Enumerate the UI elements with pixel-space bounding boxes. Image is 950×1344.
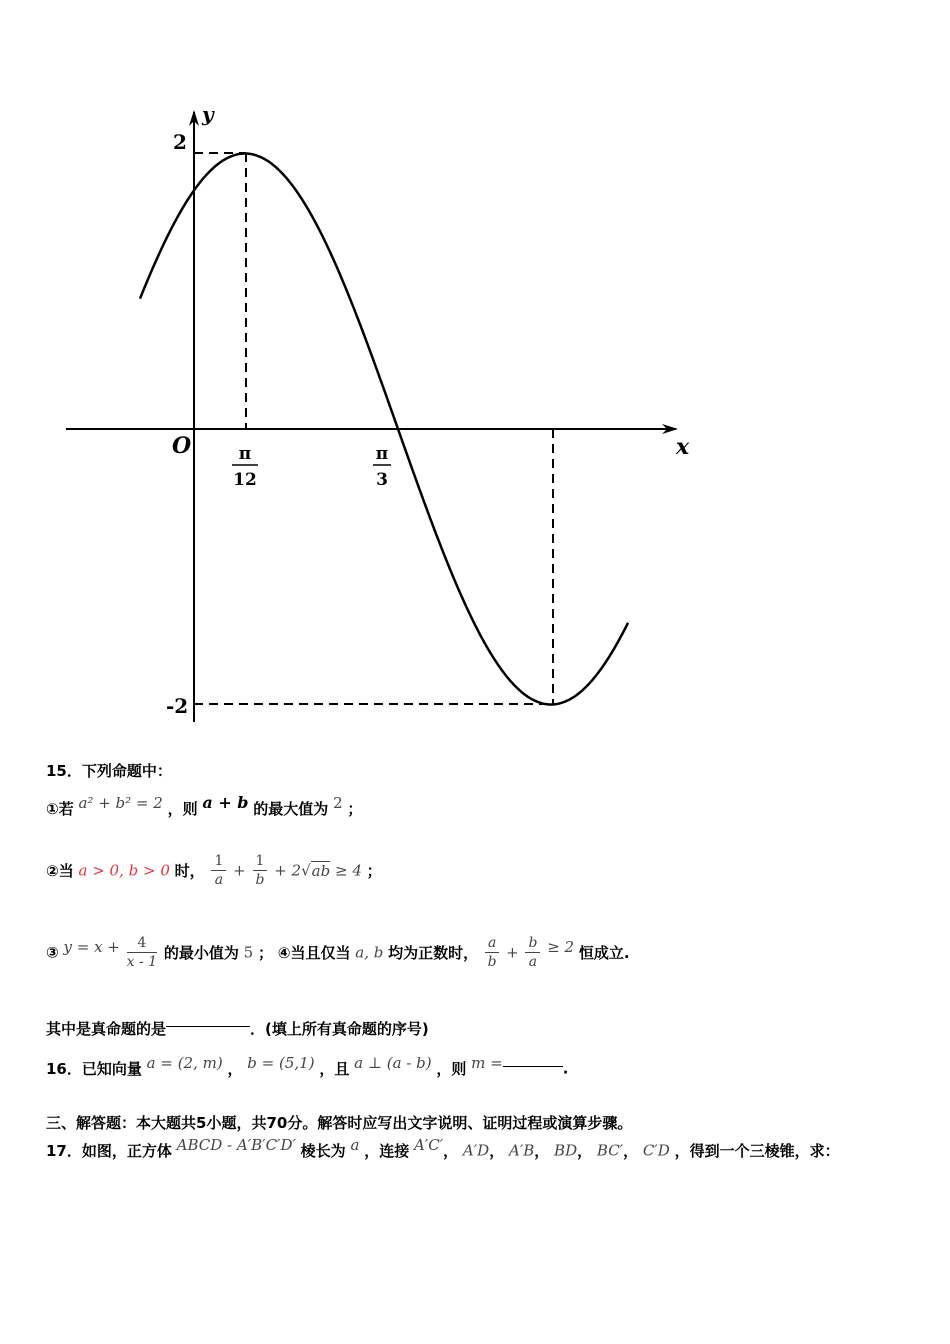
tick2-numerator: π: [375, 444, 389, 464]
p2-rest-pre: + 2: [274, 861, 302, 880]
p1-marker: ①若: [46, 800, 74, 818]
p4-plus: +: [506, 943, 519, 962]
p2-sqrt-arg: ab: [311, 861, 331, 880]
q16-answer-blank[interactable]: [503, 1066, 563, 1067]
q17-edge: 棱长为: [300, 1142, 346, 1160]
p1-end: ；: [347, 800, 363, 818]
tick1-numerator: π: [238, 444, 252, 464]
p4-fraction-2: $\frac{b}{a}$: [525, 934, 540, 971]
q17-stem: 17．如图，正方体: [46, 1142, 172, 1160]
y-min-label: -2: [166, 694, 189, 718]
p4-marker: ④当且仅当: [277, 944, 351, 962]
p3-marker: ③: [46, 943, 59, 962]
q15-ask: 其中是真命题的是: [46, 1020, 167, 1038]
q16: [46, 1053, 569, 1079]
section-3-text: 三、解答题：本大题共5小题，共70分。解答时应写出文字说明、证明过程或演算步骤。: [46, 1114, 633, 1132]
x-axis-label: x: [676, 434, 690, 460]
p4-fraction-1: $\frac{a}{b}$: [485, 934, 499, 971]
p1-condition: a² + b² = 2: [78, 793, 163, 812]
sqrt-sign: √: [301, 861, 311, 880]
p1-expr: a + b: [202, 793, 249, 812]
q15-stem: [46, 760, 172, 781]
q17-comma: ，: [534, 1142, 550, 1160]
p2-fraction-2: $\frac{1}{b}$: [253, 852, 268, 889]
q17-segment-2: A′D: [462, 1141, 490, 1160]
p2-end: ；: [366, 862, 382, 880]
q17-tail: ，得到一个三棱锥，求：: [674, 1142, 840, 1160]
p4-tail: 恒成立.: [578, 944, 630, 962]
tick2-denominator: 3: [376, 470, 388, 490]
q17-segment-4: BD: [554, 1141, 578, 1160]
q17-comma: ，: [489, 1142, 505, 1160]
p2-sep: 时，: [174, 862, 205, 880]
p3-tail: 的最小值为: [163, 944, 239, 962]
tick1-denominator: 12: [233, 470, 257, 490]
q15-ask-tail: ．(填上所有真命题的序号): [250, 1020, 429, 1038]
p4-relation: ≥ 2: [547, 937, 575, 956]
q17-segment-5: BC′: [596, 1141, 624, 1160]
q16-comma-1: ，: [227, 1060, 243, 1078]
q17-comma: ，: [623, 1142, 639, 1160]
p2-fraction-1: $\frac{1}{a}$: [211, 852, 226, 889]
q15-answer-blank[interactable]: [166, 1026, 250, 1027]
q17-comma: ，: [577, 1142, 593, 1160]
p2-rest-post: ≥ 4: [335, 861, 362, 880]
p2-marker: ②当: [46, 862, 74, 880]
q17-segment-6: C′D: [642, 1141, 670, 1160]
q15-question: [46, 1018, 429, 1039]
q16-m: m =: [471, 1053, 503, 1072]
q17-a: a: [350, 1135, 360, 1154]
q16-comma-2: ，且: [319, 1060, 350, 1078]
q15-proposition-2: [46, 852, 382, 889]
p3-expr: y = x +: [63, 937, 120, 956]
q17-join: ，连接: [364, 1142, 410, 1160]
q15-stem-text: 15．下列命题中：: [46, 762, 172, 780]
origin-label: O: [172, 433, 192, 459]
q17-segment-3: A′B: [508, 1141, 535, 1160]
q15-proposition-1: [46, 793, 363, 819]
q16-end: .: [562, 1059, 569, 1078]
p1-value: 2: [333, 793, 343, 812]
q16-vector-a: a = (2, m): [146, 1053, 223, 1072]
q17-segment-1: A′C′: [414, 1135, 444, 1154]
q16-vector-b: b = (5,1): [247, 1053, 315, 1072]
q17-comma: ，: [443, 1142, 459, 1160]
p4-mid: 均为正数时，: [388, 944, 479, 962]
y-max-label: 2: [173, 130, 187, 154]
y-axis-label: y: [202, 102, 214, 126]
q16-comma-3: ，则: [436, 1060, 467, 1078]
q16-relation: a ⊥ (a - b): [354, 1053, 432, 1072]
p4-vars: a, b: [355, 943, 384, 962]
p1-tail: 的最大值为: [253, 800, 329, 818]
p1-sep: ，则: [167, 800, 198, 818]
q17: [46, 1135, 840, 1161]
p2-plus: +: [233, 861, 246, 880]
p3-fraction: $\frac{4}{x - 1}$: [126, 935, 158, 970]
section-3-header: [46, 1112, 632, 1133]
p2-condition: a > 0, b > 0: [78, 861, 170, 880]
q15-propositions-3-4: [46, 934, 630, 971]
p3-value: 5: [243, 943, 254, 962]
p3-end: ；: [257, 944, 273, 962]
q16-stem: 16．已知向量: [46, 1060, 142, 1078]
q17-cube: ABCD - A′B′C′D′: [176, 1135, 296, 1154]
